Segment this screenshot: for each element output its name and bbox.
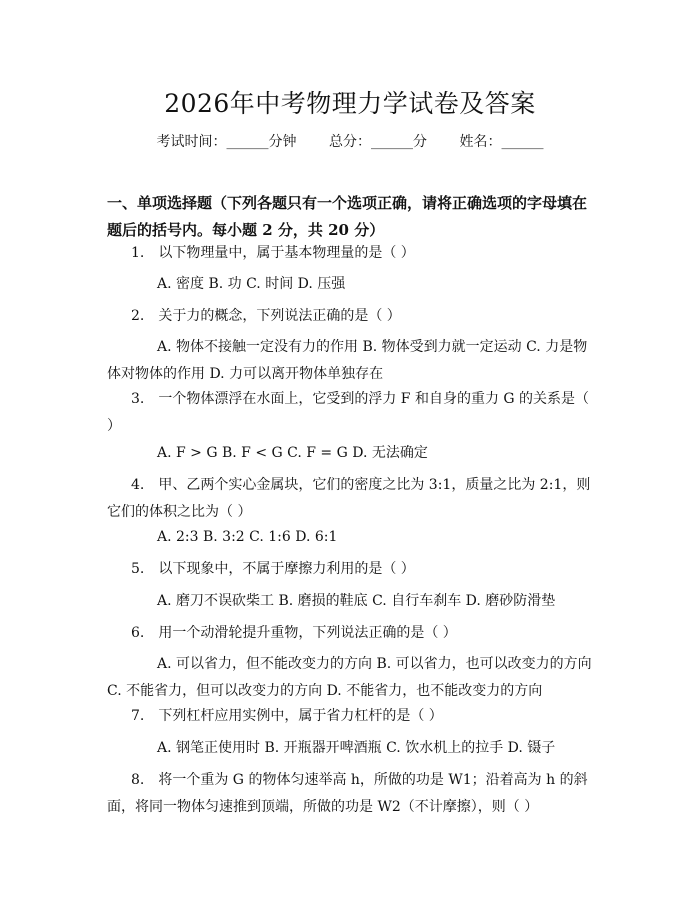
question-text: 将一个重为 G 的物体匀速举高 h，所做的功是 W1；沿着高为 h 的斜面，将同一物体匀速推到顶端，所做的功是 W2（不计摩擦），则（ ）: [107, 772, 588, 815]
question-text: 以下现象中，不属于摩擦力利用的是（ ）: [158, 561, 415, 577]
exam-meta: [0, 131, 700, 151]
question-number: 5.: [131, 561, 145, 577]
question: [107, 472, 597, 526]
question: [107, 556, 597, 583]
question: [107, 620, 597, 647]
question-number: 1.: [131, 245, 145, 261]
question-options: A. 磨刀不误砍柴工 B. 磨损的鞋底 C. 自行车刹车 D. 磨砂防滑垫: [157, 593, 556, 609]
question-number: 7.: [131, 708, 145, 724]
question: [107, 303, 597, 330]
exam-time-field: 考试时间：______分钟: [156, 134, 297, 150]
question-options: A. 物体不接触一定没有力的作用 B. 物体受到力就一定运动 C. 力是物体对物体的作用 D. 力可以离开物体单独存在: [107, 339, 588, 382]
page-title: 2026年中考物理力学试卷及答案: [164, 89, 536, 118]
question-options: A. F > G B. F < G C. F = G D. 无法确定: [157, 445, 428, 461]
question-options: A. 2:3 B. 3:2 C. 1:6 D. 6:1: [157, 529, 338, 545]
question-text: 一个物体漂浮在水面上，它受到的浮力 F 和自身的重力 G 的关系是（ ）: [107, 391, 590, 434]
question-text: 以下物理量中，属于基本物理量的是（ ）: [158, 245, 415, 261]
question: [107, 767, 597, 821]
student-name-field: 姓名：______: [459, 134, 544, 150]
question-options: A. 密度 B. 功 C. 时间 D. 压强: [157, 276, 346, 292]
question-text: 关于力的概念，下列说法正确的是（ ）: [158, 308, 401, 324]
question-options: A. 可以省力，但不能改变力的方向 B. 可以省力，也可以改变力的方向 C. 不能省力，但可以改变力的方向 D. 不能省力，也不能改变力的方向: [107, 656, 592, 699]
question-number: 6.: [131, 625, 145, 641]
question-number: 8.: [131, 772, 145, 788]
question-number: 4.: [131, 477, 145, 493]
question: [107, 386, 597, 440]
question-text: 下列杠杆应用实例中，属于省力杠杆的是（ ）: [158, 708, 443, 724]
question-number: 2.: [131, 308, 145, 324]
total-score-field: 总分：______分: [329, 134, 427, 150]
question: [107, 703, 597, 730]
question-text: 甲、乙两个实心金属块，它们的密度之比为 3:1，质量之比为 2:1，则它们的体积之比为（ ）: [107, 477, 591, 520]
section-heading: 一、单项选择题（下列各题只有一个选项正确，请将正确选项的字母填在题后的括号内。每小题 2 分，共 20 分）: [107, 194, 588, 239]
question: [107, 240, 597, 267]
question-text: 用一个动滑轮提升重物，下列说法正确的是（ ）: [158, 625, 457, 641]
question-options: A. 钢笔正使用时 B. 开瓶器开啤酒瓶 C. 饮水机上的拉手 D. 镊子: [157, 740, 556, 756]
question-number: 3.: [131, 391, 145, 407]
